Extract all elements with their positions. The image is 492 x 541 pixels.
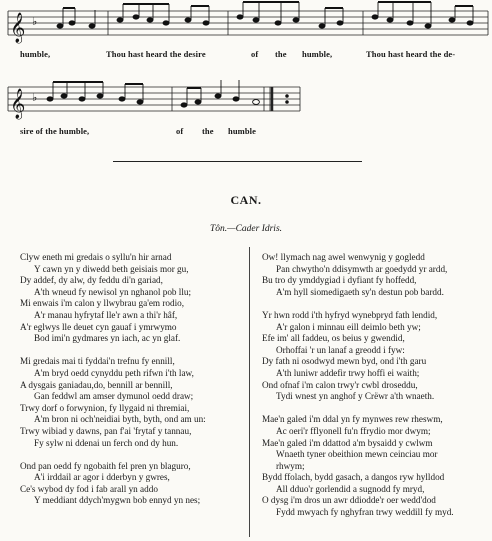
verse-line: Fy sylw ni ddenai un ferch ond dy hun. xyxy=(34,437,179,448)
lyrics-row-2 xyxy=(0,126,492,138)
verse-line: Pan chwytho'n ddisymwth ar goedydd yr ardd, xyxy=(276,263,448,274)
verse-line: Gan feddwl am amser dymunol oedd draw; xyxy=(34,391,194,402)
verse-line: rhwym; xyxy=(276,460,305,471)
song-title: CAN. xyxy=(230,193,262,207)
svg-text:𝄞: 𝄞 xyxy=(10,13,26,43)
stanza-gap xyxy=(262,298,488,310)
verse-line: A'r eglwys lle deuet cyn gauaf i ymrwymo xyxy=(20,321,177,332)
stanza-gap xyxy=(262,403,488,415)
verse-line: Orhoffai 'r un lanaf a greodd i fyw: xyxy=(276,344,405,355)
verse-line: Mi gredais mai ti fyddai'n trefnu fy ennill, xyxy=(20,356,175,367)
verse-line: Bydd ffolach, bydd gasach, a dangos ryw hylldod xyxy=(262,472,445,483)
lyric: of xyxy=(176,126,184,136)
verse-line: A'r manau hyfrytaf lle'r awn a thi'r hâf, xyxy=(34,309,178,320)
verse-line: Mae'n galed i'm ddattod a'm bysaidd y cwlwm xyxy=(262,437,433,448)
verse-line: A'th wneud fy newisol yn nghanol pob llu; xyxy=(34,286,192,297)
verse-line: All dduo'r gorlendid a sugnodd fy mryd, xyxy=(276,483,425,494)
lyrics-row-1 xyxy=(0,49,492,61)
lyric: the xyxy=(202,126,214,136)
svg-text:♭: ♭ xyxy=(32,91,38,104)
verse-line: Ac oeri'r fflyonell fu'n ffrydio mor dwym; xyxy=(276,425,431,436)
verse-line: A dysgais ganiadau,do, bennill ar bennill, xyxy=(20,379,173,390)
verse-line: Mae'n galed i'm ddal yn fy mynwes rew rheswm, xyxy=(262,414,443,425)
verse-line: A'm hyll siomedigaeth sy'n destun pob bardd. xyxy=(276,286,444,297)
verse-line: Ond pan oedd fy ngobaith fel pren yn blaguro, xyxy=(20,460,191,471)
lyric: Thou hast heard the de- xyxy=(366,49,456,59)
verse-line: Efe im' all faddeu, os beius y gwendid, xyxy=(262,333,405,344)
lyric: sire of the humble, xyxy=(20,126,90,136)
verse-line: Mi enwais i'm calon y llwybrau ga'em rodio, xyxy=(20,298,185,309)
verse-line: Y meddiant ddych'mygwn bob ennyd yn nes; xyxy=(34,495,201,506)
lyric: humble, xyxy=(302,49,333,59)
verse-line: Y cawn yn y diwedd beth geisiais mor gu, xyxy=(34,263,189,274)
verse-line: Fydd mwyach fy nghyfran trwy weddill fy myd. xyxy=(276,507,454,518)
verse-line: A'i irddail ar agor i dderbyn y gwres, xyxy=(34,472,170,483)
tune-name: Tôn.—Cader Idris. xyxy=(209,224,283,234)
music-staff-1 xyxy=(0,0,492,52)
stanza-gap xyxy=(20,345,244,357)
verse-line: Dy fath ni osodwyd mewn byd, ond i'th garu xyxy=(262,356,427,367)
lyric: of xyxy=(251,49,259,59)
verse-line: Ond ofnaf i'm calon trwy'r cwbl droseddu, xyxy=(262,379,418,390)
verse-line: Trwy wibiad y dawns, pan f'ai 'frytaf y tannau, xyxy=(20,425,192,436)
section-divider xyxy=(113,161,362,162)
left-column xyxy=(20,252,244,507)
verse-line: O dysg i'm dros un awr ddiodde'r oer wedd'dod xyxy=(262,495,436,506)
verse-line: Trwy dorf o forwynion, fy llygaid ni thremiai, xyxy=(20,402,190,413)
svg-text:♭: ♭ xyxy=(32,15,38,28)
verse-line: A'r galon i minnau eill deimlo beth yw; xyxy=(276,321,421,332)
right-column xyxy=(262,252,488,519)
lyric: humble, xyxy=(20,49,51,59)
lyric: the xyxy=(275,49,287,59)
verse-line: Ow! llymach nag awel wenwynig y gogledd xyxy=(262,252,425,262)
music-staff-2 xyxy=(0,76,492,128)
lyric: humble xyxy=(228,126,256,136)
verse-line: A'm bron ni och'neidiai byth, byth, ond am un: xyxy=(34,414,206,425)
verse-line: Wnaeth tyner obeithion mewn ceinciau mor xyxy=(276,449,438,460)
verse-line: Bod imi'n gydmares yn iach, ac yn glaf. xyxy=(34,333,181,344)
verse-line: Clyw eneth mi gredais o syllu'n hir arnad xyxy=(20,252,172,262)
lyric: Thou hast heard the desire xyxy=(106,49,206,59)
verse-line: Yr hwn rodd i'th hyfryd wynebpryd fath lendid, xyxy=(262,309,438,320)
verse-line: Ce's wybod dy fod i fab arall yn addo xyxy=(20,483,158,494)
verse-line: Tydi wnest yn anghof y Crëwr a'th wnaeth. xyxy=(276,391,435,402)
verse-line: A'm bryd oedd cynyddu peth rifwn i'th law, xyxy=(34,367,194,378)
verse-line: A'th luniwr addefir trwy hoffi ei waith; xyxy=(276,367,420,378)
stanza-gap xyxy=(20,449,244,461)
verse-line: Bu tro dy ymddygiad i dyfiant fy hoffedd, xyxy=(262,275,417,286)
verse-line: Dy addef, dy alw, dy feddu di'n gariad, xyxy=(20,275,163,286)
svg-text:𝄞: 𝄞 xyxy=(10,89,26,119)
column-divider xyxy=(249,247,250,537)
